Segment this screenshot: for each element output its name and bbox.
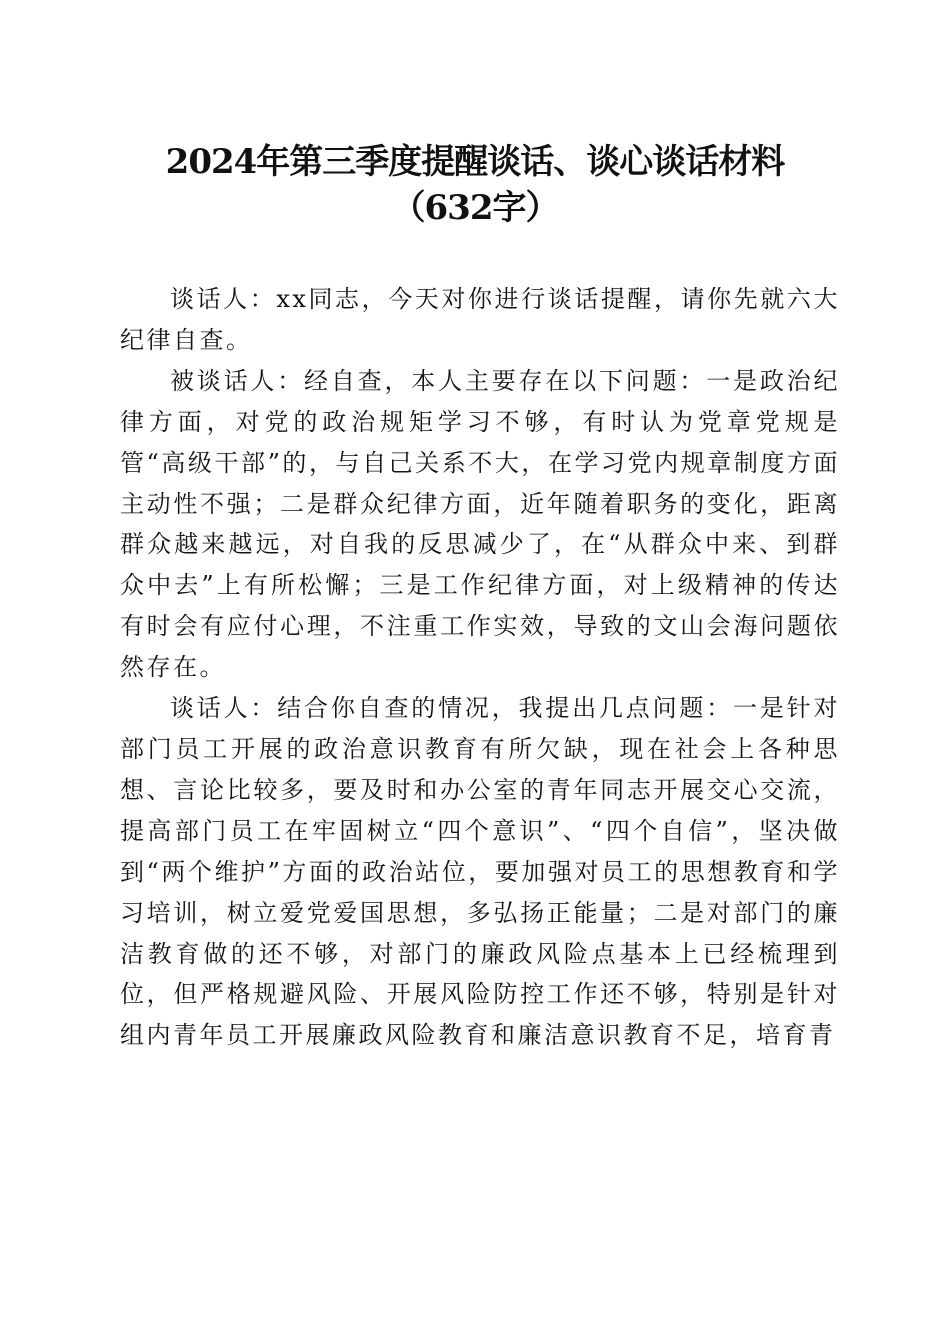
paragraph-interviewer-feedback: 谈话人：结合你自查的情况，我提出几点问题：一是针对部门员工开展的政治意识教育有所欠缺，现在社会上各种思想、言论比较多，要及时和办公室的青年同志开展交心交流，提高部门员工在牢固树立“四个意识”、“四个自信”，坚决做到“两个维护”方面的政治站位，要加强对员工的思想教育和学习培训，树立爱党爱国思想，多弘扬正能量；二是对部门的廉洁教育做的还不够，对部门的廉政风险点基本上已经梳理到位，但严格规避风险、开展风险防控工作还不够，特别是针对组内青年员工开展廉政风险教育和廉洁意识教育不足，培育青: [120, 694, 840, 1050]
document-title: 2024年第三季度提醒谈话、谈心谈话材料: [165, 142, 785, 182]
document-title-word-count: （632字）: [391, 188, 559, 228]
paragraph-interviewer-opening: 谈话人：xx同志，今天对你进行谈话提醒，请你先就六大纪律自查。: [120, 285, 840, 354]
paragraph-interviewee-self-check: 被谈话人：经自查，本人主要存在以下问题：一是政治纪律方面，对党的政治规矩学习不够，有时认为党章党规是管“高级干部”的，与自己关系不大，在学习党内规章制度方面主动性不强；二是群众纪律方面，近年随着职务的变化，距离群众越来越远，对自我的反思减少了，在“从群众中来、到群众中去”上有所松懈；三是工作纪律方面，对上级精神的传达有时会有应付心理，不注重工作实效，导致的文山会海问题依然存在。: [120, 366, 840, 682]
document-body: [120, 279, 840, 1056]
